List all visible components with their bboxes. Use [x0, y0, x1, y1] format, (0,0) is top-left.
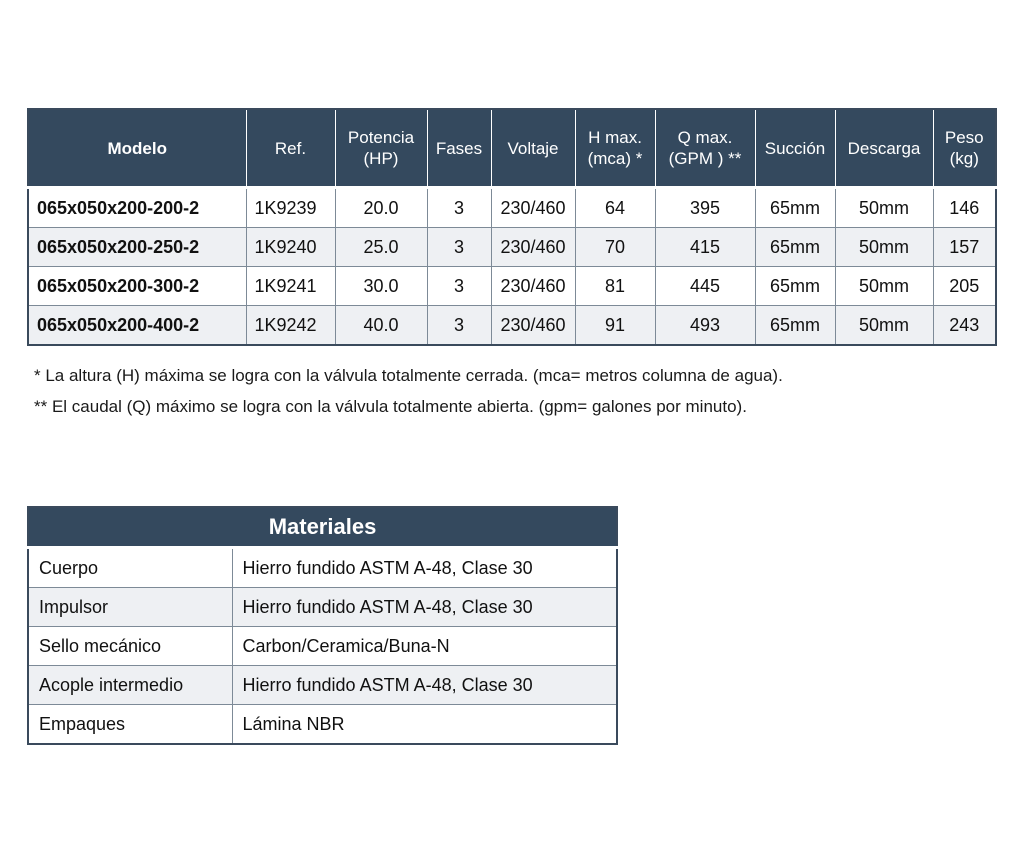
- material-value: Hierro fundido ASTM A-48, Clase 30: [232, 666, 617, 705]
- materials-table: [27, 506, 618, 745]
- cell-ref: 1K9241: [246, 267, 335, 306]
- cell-ref: 1K9242: [246, 306, 335, 346]
- material-part: Cuerpo: [28, 548, 232, 588]
- spec-row: [28, 228, 996, 267]
- cell-fases: 3: [427, 188, 491, 228]
- header-modelo: Modelo: [28, 109, 246, 188]
- cell-descarga: 50mm: [835, 306, 933, 346]
- materials-row: [28, 588, 617, 627]
- spec-header-row: [28, 109, 996, 188]
- header-succion: Succión: [755, 109, 835, 188]
- material-part: Impulsor: [28, 588, 232, 627]
- materials-row: [28, 666, 617, 705]
- cell-h-max: 91: [575, 306, 655, 346]
- cell-peso: 146: [933, 188, 996, 228]
- material-value: Hierro fundido ASTM A-48, Clase 30: [232, 548, 617, 588]
- cell-succion: 65mm: [755, 267, 835, 306]
- cell-succion: 65mm: [755, 306, 835, 346]
- cell-q-max: 415: [655, 228, 755, 267]
- material-value: Carbon/Ceramica/Buna-N: [232, 627, 617, 666]
- header-h-max: H max. (mca) *: [575, 109, 655, 188]
- cell-h-max: 81: [575, 267, 655, 306]
- cell-descarga: 50mm: [835, 228, 933, 267]
- header-q-max: Q max. (GPM ) **: [655, 109, 755, 188]
- materials-row: [28, 627, 617, 666]
- cell-q-max: 395: [655, 188, 755, 228]
- cell-fases: 3: [427, 267, 491, 306]
- cell-fases: 3: [427, 306, 491, 346]
- cell-potencia: 30.0: [335, 267, 427, 306]
- cell-voltaje: 230/460: [491, 267, 575, 306]
- materials-header-row: [28, 507, 617, 548]
- cell-fases: 3: [427, 228, 491, 267]
- materials-title: Materiales: [28, 507, 617, 548]
- cell-peso: 205: [933, 267, 996, 306]
- material-part: Sello mecánico: [28, 627, 232, 666]
- material-part: Acople intermedio: [28, 666, 232, 705]
- material-part: Empaques: [28, 705, 232, 745]
- header-peso: Peso (kg): [933, 109, 996, 188]
- spec-row: [28, 306, 996, 346]
- spec-row: [28, 188, 996, 228]
- cell-modelo: 065x050x200-300-2: [28, 267, 246, 306]
- footnotes: [34, 360, 783, 422]
- cell-h-max: 64: [575, 188, 655, 228]
- cell-ref: 1K9239: [246, 188, 335, 228]
- cell-potencia: 40.0: [335, 306, 427, 346]
- header-voltaje: Voltaje: [491, 109, 575, 188]
- spec-table: [27, 108, 997, 346]
- cell-h-max: 70: [575, 228, 655, 267]
- cell-voltaje: 230/460: [491, 188, 575, 228]
- cell-peso: 243: [933, 306, 996, 346]
- materials-row: [28, 705, 617, 745]
- cell-modelo: 065x050x200-250-2: [28, 228, 246, 267]
- cell-ref: 1K9240: [246, 228, 335, 267]
- cell-q-max: 493: [655, 306, 755, 346]
- spec-row: [28, 267, 996, 306]
- cell-q-max: 445: [655, 267, 755, 306]
- cell-succion: 65mm: [755, 188, 835, 228]
- cell-descarga: 50mm: [835, 188, 933, 228]
- header-ref: Ref.: [246, 109, 335, 188]
- cell-modelo: 065x050x200-200-2: [28, 188, 246, 228]
- cell-potencia: 20.0: [335, 188, 427, 228]
- cell-potencia: 25.0: [335, 228, 427, 267]
- materials-row: [28, 548, 617, 588]
- material-value: Lámina NBR: [232, 705, 617, 745]
- header-descarga: Descarga: [835, 109, 933, 188]
- cell-voltaje: 230/460: [491, 228, 575, 267]
- cell-peso: 157: [933, 228, 996, 267]
- cell-voltaje: 230/460: [491, 306, 575, 346]
- footnote-q-max: ** El caudal (Q) máximo se logra con la válvula totalmente abierta. (gpm= galones por minuto).: [34, 397, 747, 416]
- header-potencia: Potencia (HP): [335, 109, 427, 188]
- header-fases: Fases: [427, 109, 491, 188]
- footnote-h-max: * La altura (H) máxima se logra con la válvula totalmente cerrada. (mca= metros columna de agua).: [34, 366, 783, 385]
- cell-descarga: 50mm: [835, 267, 933, 306]
- cell-succion: 65mm: [755, 228, 835, 267]
- cell-modelo: 065x050x200-400-2: [28, 306, 246, 346]
- material-value: Hierro fundido ASTM A-48, Clase 30: [232, 588, 617, 627]
